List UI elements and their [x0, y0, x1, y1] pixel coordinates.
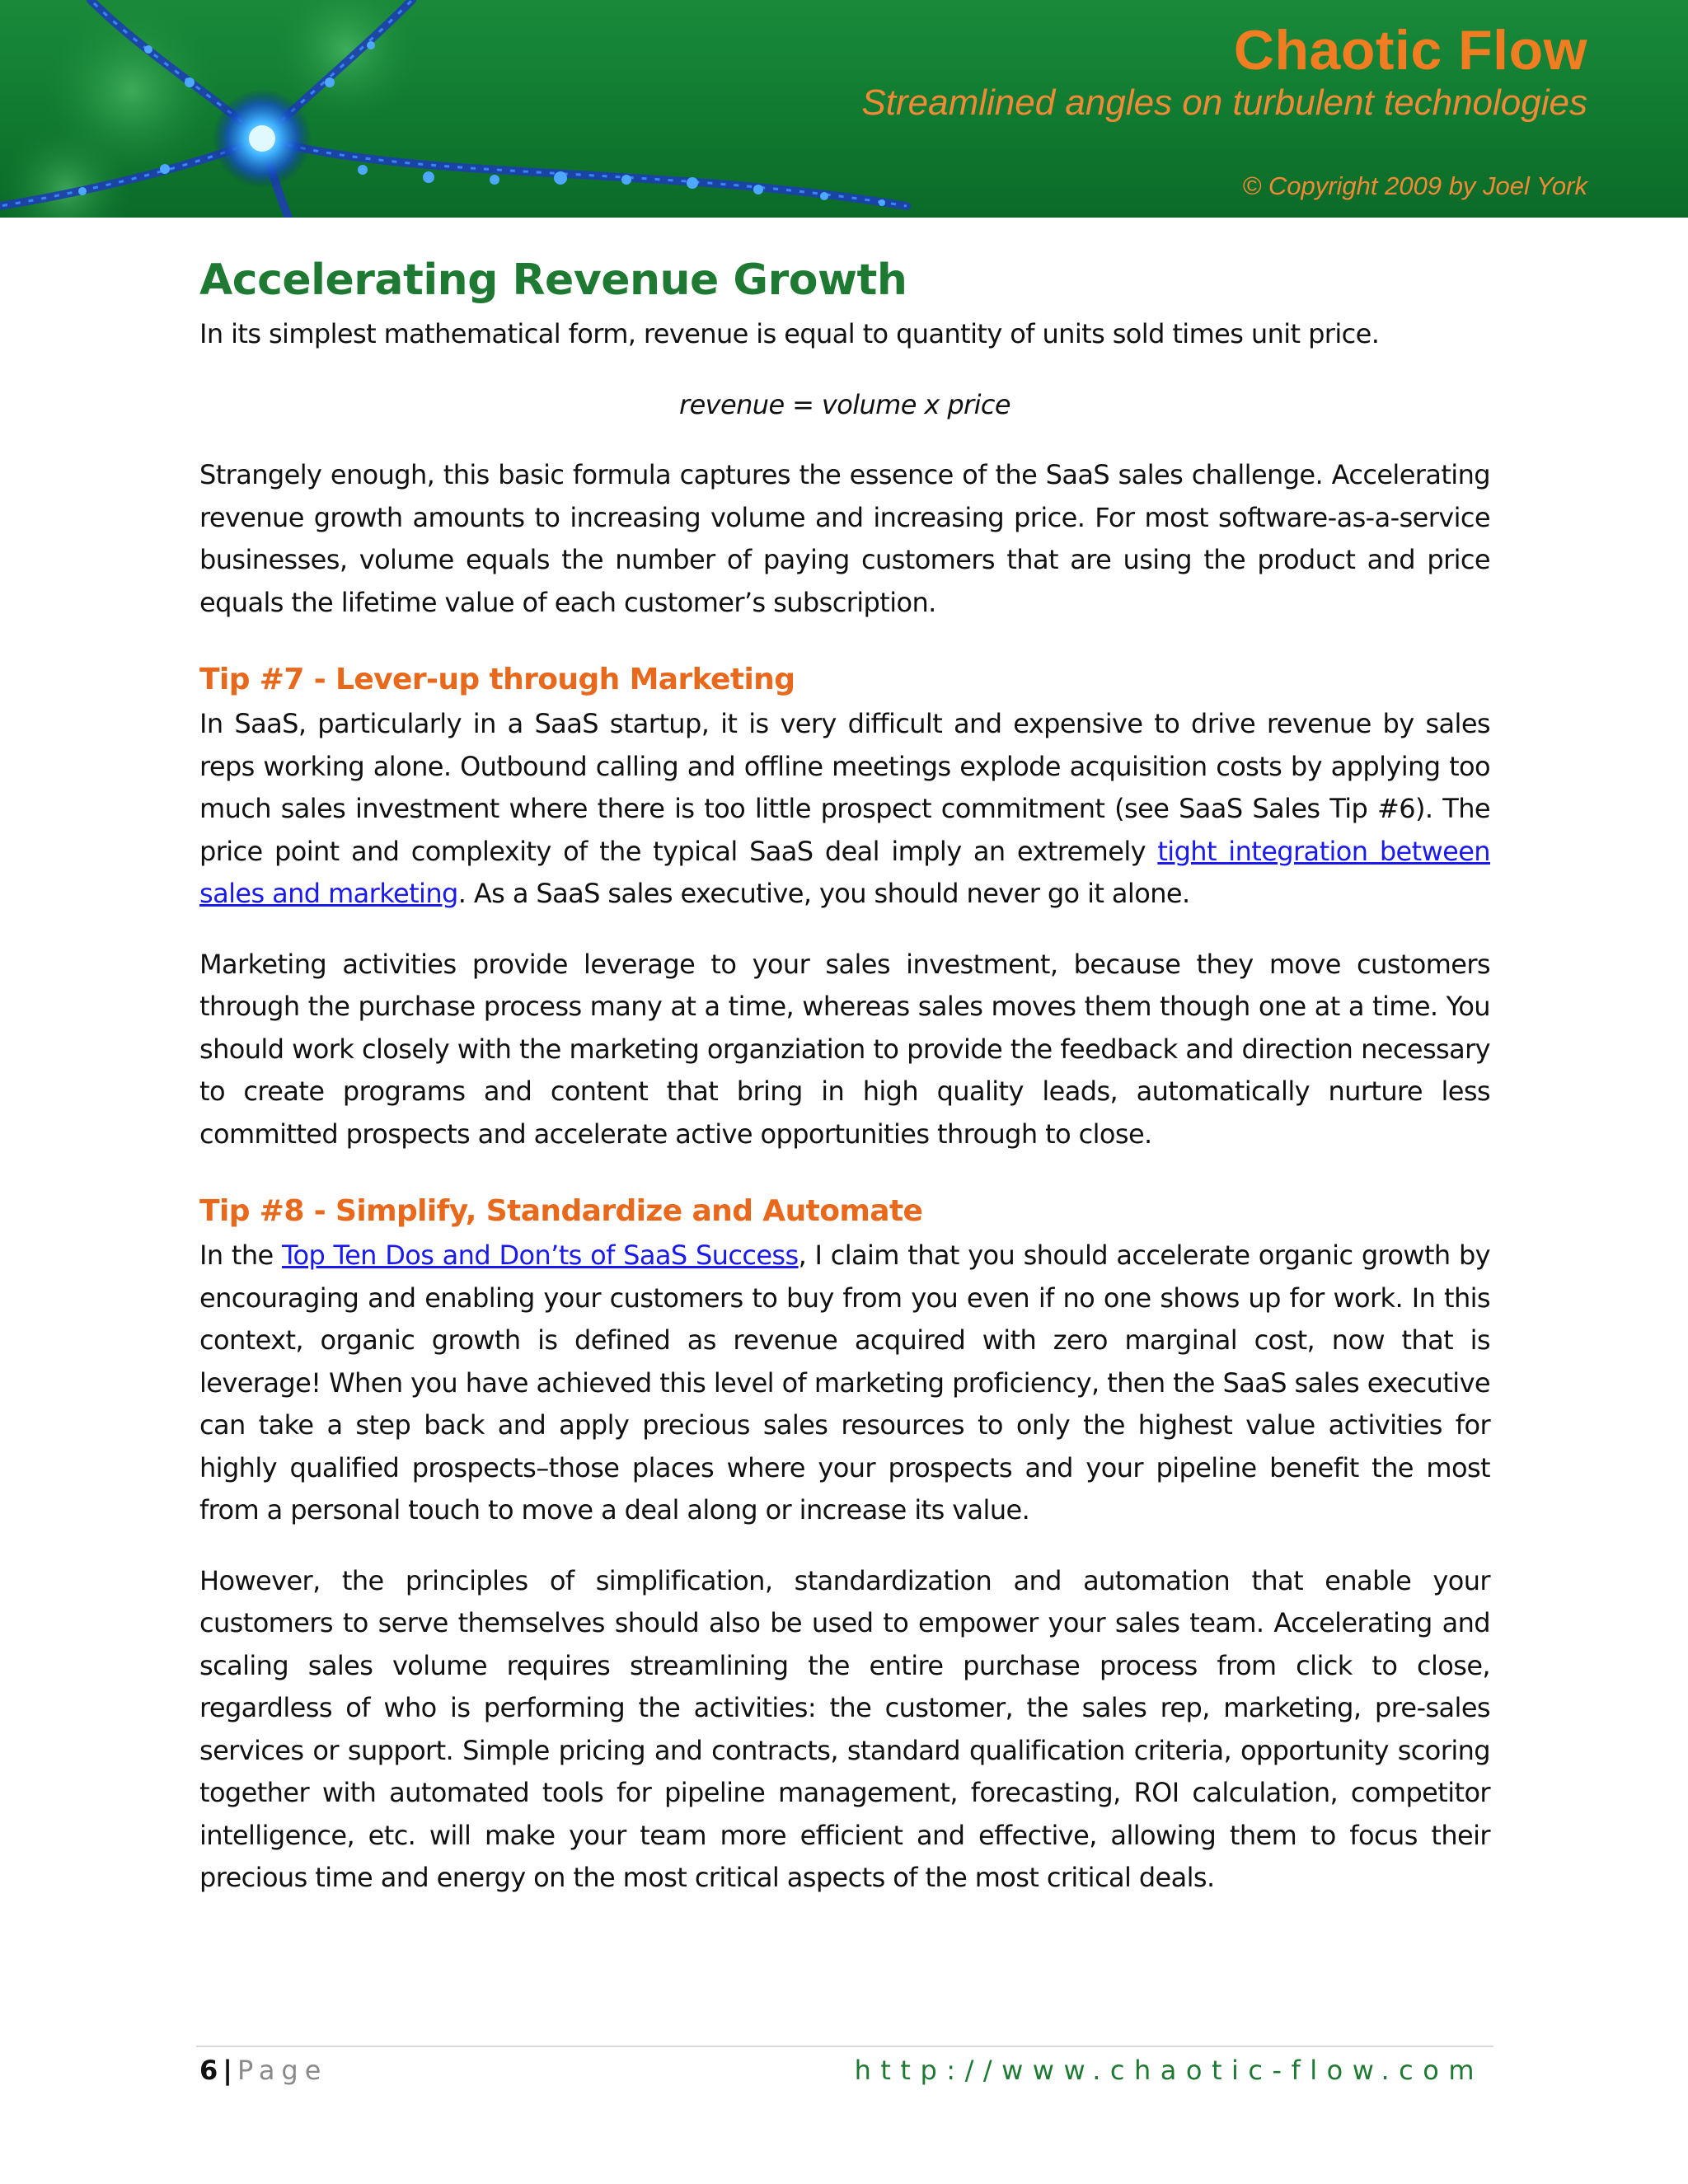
copyright-notice: © Copyright 2009 by Joel York [1242, 171, 1587, 200]
article-body [199, 247, 1490, 1900]
tip-8-paragraph-1 [199, 1235, 1490, 1532]
tip-7-p1-text: In SaaS, particularly in a SaaS startup, it is very difficult and expensive to drive revenue by sales reps working alone. Outbound calling and offline meetings explode acquisition costs by applying too much sales investment where there is too little prospect commitment (see SaaS Sales Tip #6). The price point and complexity of the typical SaaS deal imply an extremely [199, 708, 1490, 867]
intro-paragraph: In its simplest mathematical form, revenue is equal to quantity of units sold times unit price. [199, 318, 1380, 349]
site-tagline: Streamlined angles on turbulent technologies [861, 82, 1587, 123]
site-title: Chaotic Flow [1233, 19, 1587, 82]
tip-8-p1-text-end: , I claim that you should accelerate organic growth by encouraging and enabling your customers to buy from you even if no one shows up for work. In this context, organic growth is defined as revenue acquired with zero marginal cost, now that is leverage! When you have achieved this level of marketing proficiency, then the SaaS sales executive can take a step back and apply precious sales resources to only the highest value activities for highly qualified prospects–those places where your prospects and your pipeline benefit the most from a personal touch to move a deal along or increase its value. [199, 1240, 1490, 1526]
footer-divider [196, 2046, 1493, 2047]
footer-website-url: http://www.chaotic-flow.com [854, 2055, 1484, 2086]
page-number [199, 2052, 327, 2088]
page-number-value: 6 [199, 2055, 218, 2086]
sales-marketing-integration-link[interactable]: tight integration between sales and marketing [199, 835, 1490, 909]
tip-8-heading: Tip #8 - Simplify, Standardize and Automate [199, 1194, 923, 1228]
tip-7-paragraph-2: Marketing activities provide leverage to your sales investment, because they move customers through the purchase process many at a time, whereas sales moves them though one at a time. You should work closely with the marketing organziation to provide the feedback and direction necessary to create programs and content that bring in high quality leads, automatically nurture less committed prospects and accelerate active opportunities through to close. [199, 948, 1490, 1150]
tip-7-paragraph-1 [199, 703, 1490, 916]
challenge-paragraph: Strangely enough, this basic formula captures the essence of the SaaS sales challenge. Accelerating revenue growth amounts to increasing volume and increasing price. For most software-as-a-service businesses, volume equals the number of paying customers that are using the product and price equals the lifetime value of each customer’s subscription. [199, 459, 1490, 618]
tip-8-p1-text: In the [199, 1240, 282, 1271]
tip-7-p1-text-end: . As a SaaS sales executive, you should never go it alone. [457, 878, 1190, 909]
page-label: Page [237, 2055, 328, 2086]
top-ten-dos-donts-link[interactable]: Top Ten Dos and Don’ts of SaaS Success [281, 1240, 799, 1271]
tip-8-paragraph-2: However, the principles of simplification, standardization and automation that enable your customers to serve themselves should also be used to empower your sales team. Accelerating and scaling sales volume requires streamlining the entire purchase process from click to close, regardless of who is performing the activities: the customer, the sales rep, marketing, pre-sales services or support. Simple pricing and contracts, standard qualification criteria, opportunity scoring together with automated tools for pipeline management, forecasting, ROI calculation, competitor intelligence, etc. will make your team more efficient and effective, allowing them to focus their precious time and energy on the most critical aspects of the most critical deals. [199, 1564, 1490, 1893]
header-banner [0, 0, 1688, 218]
revenue-formula: revenue = volume x price [679, 388, 1010, 420]
tip-7-heading: Tip #7 - Lever-up through Marketing [199, 663, 795, 696]
page-title: Accelerating Revenue Growth [199, 255, 907, 305]
page-separator: | [223, 2055, 232, 2086]
